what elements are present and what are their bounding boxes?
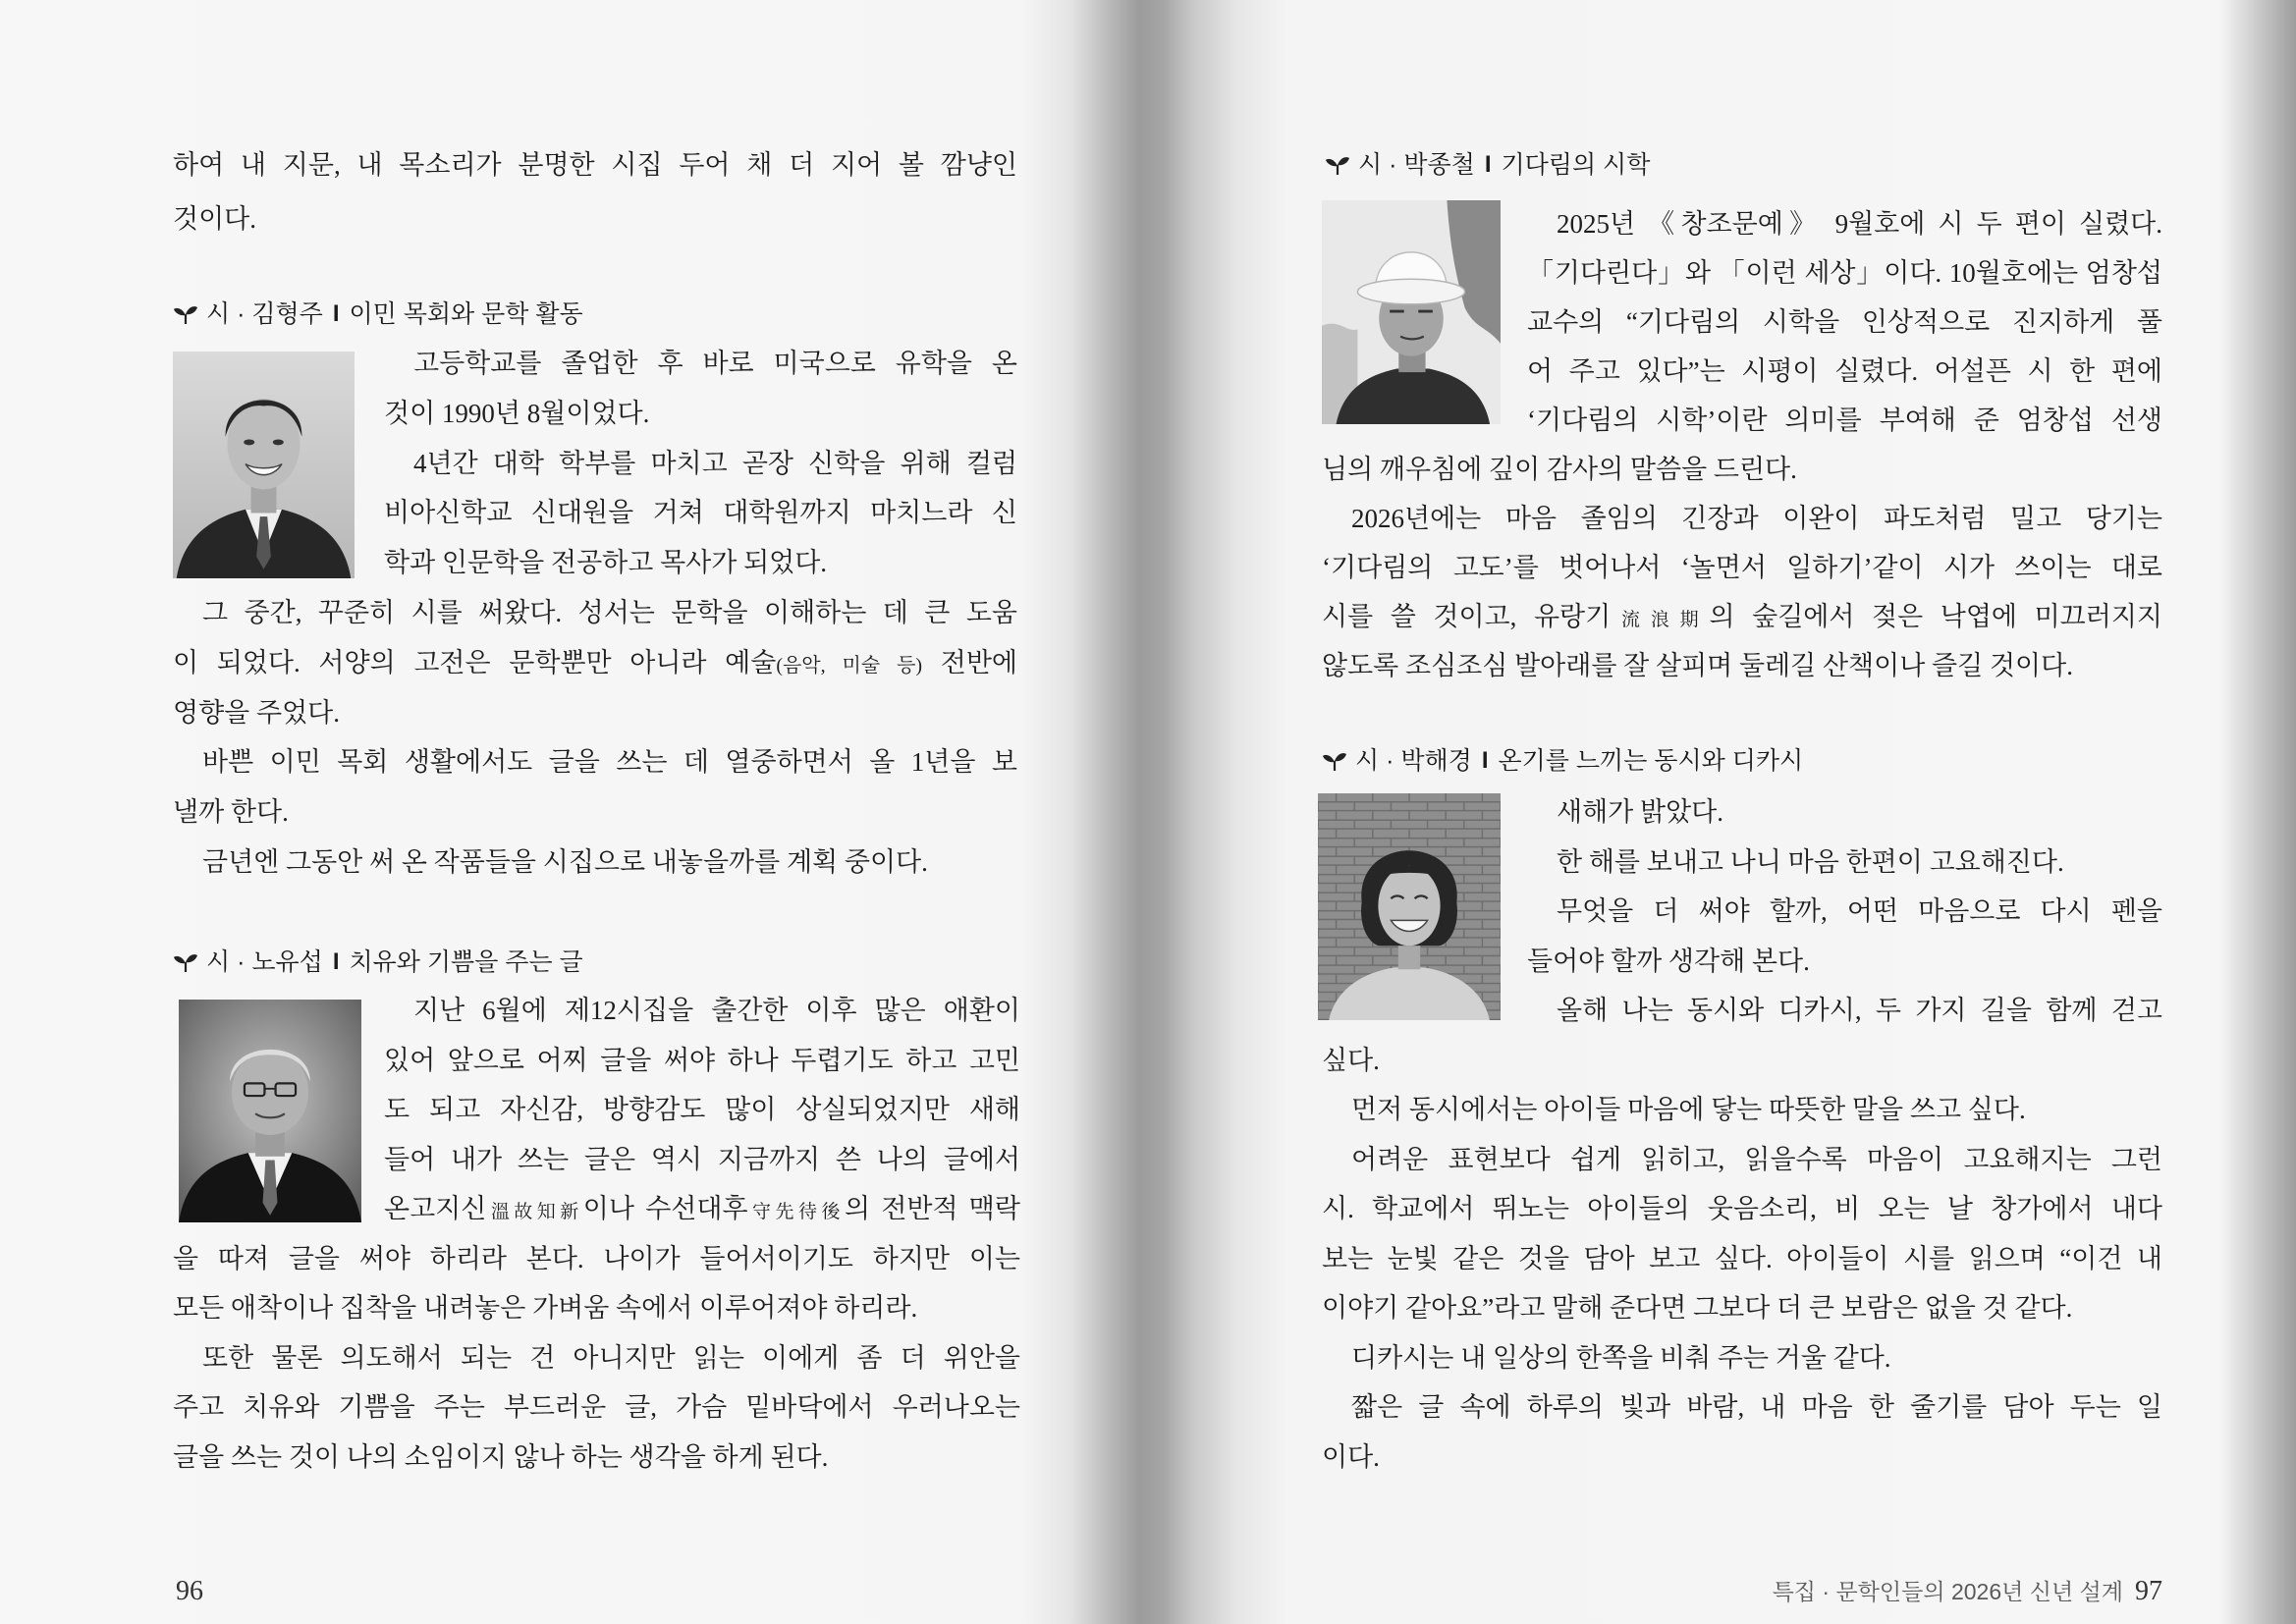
section-author-label: 시 · 노유섭 xyxy=(206,948,323,976)
section-author-label: 시 · 박종철 xyxy=(1358,151,1475,179)
section-author-label: 시 · 김형주 xyxy=(206,300,323,328)
text-line: 어 주고 있다”는 시평이 실렸다. 어설픈 시 한 편에 xyxy=(1527,356,2162,386)
text-segment: 의 전반적 맥락 xyxy=(845,1194,1020,1223)
page-footer xyxy=(1773,1575,2162,1608)
section-heading xyxy=(173,295,583,334)
text-line: 4년간 대학 학부를 마치고 곧장 신학을 위해 컬럼 xyxy=(413,448,1017,478)
text-line: 낼까 한다. xyxy=(173,797,289,828)
section-heading xyxy=(1322,741,1803,781)
hanja-annotation: 守先待後 xyxy=(747,1202,845,1222)
text-line: 바쁜 이민 목회 생활에서도 글을 쓰는 데 열중하면서 올 1년을 보 xyxy=(202,747,1017,778)
text-line: 2025년 《창조문예》 9월호에 시 두 편이 실렸다. xyxy=(1557,209,2162,239)
text-line: 무엇을 더 써야 할까, 어떤 마음으로 다시 펜을 xyxy=(1557,896,2162,926)
text-line: 보는 눈빛 같은 것을 담아 보고 싶다. 아이들이 시를 읽으며 “이건 내 xyxy=(1322,1243,2162,1273)
face xyxy=(1378,866,1440,946)
text-line: ‘기다림의 시학’이란 의미를 부여해 준 엄창섭 선생 xyxy=(1527,406,2162,435)
text-line: 시. 학교에서 뛰노는 아이들의 웃음소리, 비 오는 날 창가에서 내다 xyxy=(1322,1194,2162,1223)
text-segment: 이 되었다. 서양의 고전은 문학뿐만 아니라 예술 xyxy=(173,647,777,677)
text-line: 「기다린다」와 「이런 세상」이다. 10월호에는 엄창섭 xyxy=(1527,258,2162,288)
text-line: 또한 물론 의도해서 되는 건 아니지만 읽는 이에게 좀 더 위안을 xyxy=(202,1342,1020,1373)
hanja-annotation: 溫故知新 xyxy=(486,1202,583,1222)
text-line: 먼저 동시에서는 아이들 마음에 닿는 따뜻한 말을 쓰고 싶다. xyxy=(1351,1095,2026,1124)
author-photo xyxy=(1318,793,1501,1020)
text-segment: 이나 수선대후 xyxy=(582,1194,748,1223)
text-line: 싶다. xyxy=(1322,1045,1380,1075)
heading-separator: I xyxy=(332,948,340,975)
text-line: 않도록 조심조심 발아래를 잘 살피며 둘레길 산책이나 즐길 것이다. xyxy=(1322,651,2073,680)
text-line: 2026년에는 마음 졸임의 긴장과 이완이 파도처럼 밀고 당기는 xyxy=(1351,504,2162,533)
text-line: 교수의 “기다림의 시학을 인상적으로 진지하게 풀 xyxy=(1527,307,2162,337)
section-title: 온기를 느끼는 동시와 디카시 xyxy=(1498,747,1804,775)
sprout-icon xyxy=(173,951,198,973)
heading-separator: I xyxy=(1481,747,1489,774)
section-title: 이민 목회와 문학 활동 xyxy=(349,300,583,328)
text-line: ‘기다림의 고도’를 벗어나서 ‘놀면서 일하기’같이 시가 쓰이는 대로 xyxy=(1322,553,2162,582)
running-footer-title: 특집 · 문학인들의 2026년 신년 설계 xyxy=(1772,1579,2123,1604)
text-line: 디카시는 내 일상의 한쪽을 비춰 주는 거울 같다. xyxy=(1351,1342,1891,1373)
text-line: 짧은 글 속에 하루의 빛과 바람, 내 마음 한 줄기를 담아 두는 일 xyxy=(1351,1392,2162,1422)
text-line: 들어야 할까 생각해 본다. xyxy=(1527,946,1810,976)
text-line: 하여 내 지문, 내 목소리가 분명한 시집 두어 채 더 지어 볼 깜냥인 xyxy=(173,150,1017,180)
text-line: 학과 인문학을 전공하고 목사가 되었다. xyxy=(384,548,828,578)
section-heading xyxy=(1325,145,1650,185)
text-line: 것이 1990년 8월이었다. xyxy=(384,398,650,428)
author-photo xyxy=(173,352,355,578)
text-line: 글을 쓰는 것이 나의 소임이지 않나 하는 생각을 하게 된다. xyxy=(173,1441,829,1472)
text-line: 비아신학교 신대원을 거쳐 대학원까지 마치느라 신 xyxy=(384,498,1017,528)
text-line: 이다. xyxy=(1322,1441,1380,1472)
text-segment: 온고지신 xyxy=(384,1194,487,1223)
section-heading xyxy=(173,943,583,982)
text-line: 이야기 같아요”라고 말해 준다면 그보다 더 큰 보람은 없을 것 같다. xyxy=(1322,1293,2073,1323)
text-line xyxy=(384,1184,1020,1233)
hanja-annotation: 流浪期 xyxy=(1611,610,1710,630)
author-photo xyxy=(1322,200,1501,424)
text-segment: 시를 쓸 것이고, 유랑기 xyxy=(1322,602,1612,631)
heading-separator: I xyxy=(1484,151,1492,178)
text-line: 고등학교를 졸업한 후 바로 미국으로 유학을 온 xyxy=(413,349,1017,378)
parenthetical-note: (음악, 미술 등) xyxy=(776,654,923,677)
text-line: 지난 6월에 제12시집을 출간한 이후 많은 애환이 xyxy=(413,996,1020,1025)
text-line: 어려운 표현보다 쉽게 읽히고, 읽을수록 마음이 고요해지는 그런 xyxy=(1351,1144,2162,1174)
text-line: 도 되고 자신감, 방향감도 많이 상실되었지만 새해 xyxy=(384,1095,1020,1124)
text-line: 님의 깨우침에 깊이 감사의 말씀을 드린다. xyxy=(1322,455,1797,484)
sprout-icon xyxy=(1322,750,1347,772)
text-line: 새해가 밝았다. xyxy=(1557,797,1723,827)
text-line: 있어 앞으로 어찌 글을 써야 하나 두렵기도 하고 고민 xyxy=(384,1045,1020,1075)
text-line: 들어 내가 쓰는 글은 역시 지금까지 쓴 나의 글에서 xyxy=(384,1144,1020,1174)
page-number: 96 xyxy=(176,1576,203,1606)
text-line: 주고 치유와 기쁨을 주는 부드러운 글, 가슴 밑바닥에서 우러나오는 xyxy=(173,1392,1020,1422)
text-line xyxy=(173,638,1017,687)
section-title: 기다림의 시학 xyxy=(1501,151,1651,179)
text-line xyxy=(1322,592,2162,641)
text-line: 한 해를 보내고 나니 마음 한편이 고요해진다. xyxy=(1557,846,2064,877)
sprout-icon xyxy=(173,303,198,325)
text-line: 올해 나는 동시와 디카시, 두 가지 길을 함께 걷고 xyxy=(1557,996,2162,1025)
page-number: 97 xyxy=(2135,1576,2162,1606)
text-line: 금년엔 그동안 써 온 작품들을 시집으로 내놓을까를 계획 중이다. xyxy=(202,847,928,877)
text-segment: 전반에 xyxy=(922,647,1018,677)
sprout-icon xyxy=(1325,154,1350,176)
text-segment: 의 숲길에서 젖은 낙엽에 미끄러지지 xyxy=(1709,602,2162,631)
section-author-label: 시 · 박해경 xyxy=(1355,747,1472,775)
heading-separator: I xyxy=(332,300,340,327)
text-line: 것이다. xyxy=(173,204,256,234)
text-line: 그 중간, 꾸준히 시를 써왔다. 성서는 문학을 이해하는 데 큰 도움 xyxy=(202,598,1017,627)
text-line: 영향을 주었다. xyxy=(173,697,340,728)
author-photo xyxy=(179,1000,361,1222)
text-line: 모든 애착이나 집착을 내려놓은 가벼움 속에서 이루어져야 하리라. xyxy=(173,1293,918,1323)
section-title: 치유와 기쁨을 주는 글 xyxy=(349,948,583,976)
text-line: 을 따져 글을 써야 하리라 본다. 나이가 들어서이기도 하지만 이는 xyxy=(173,1243,1020,1273)
